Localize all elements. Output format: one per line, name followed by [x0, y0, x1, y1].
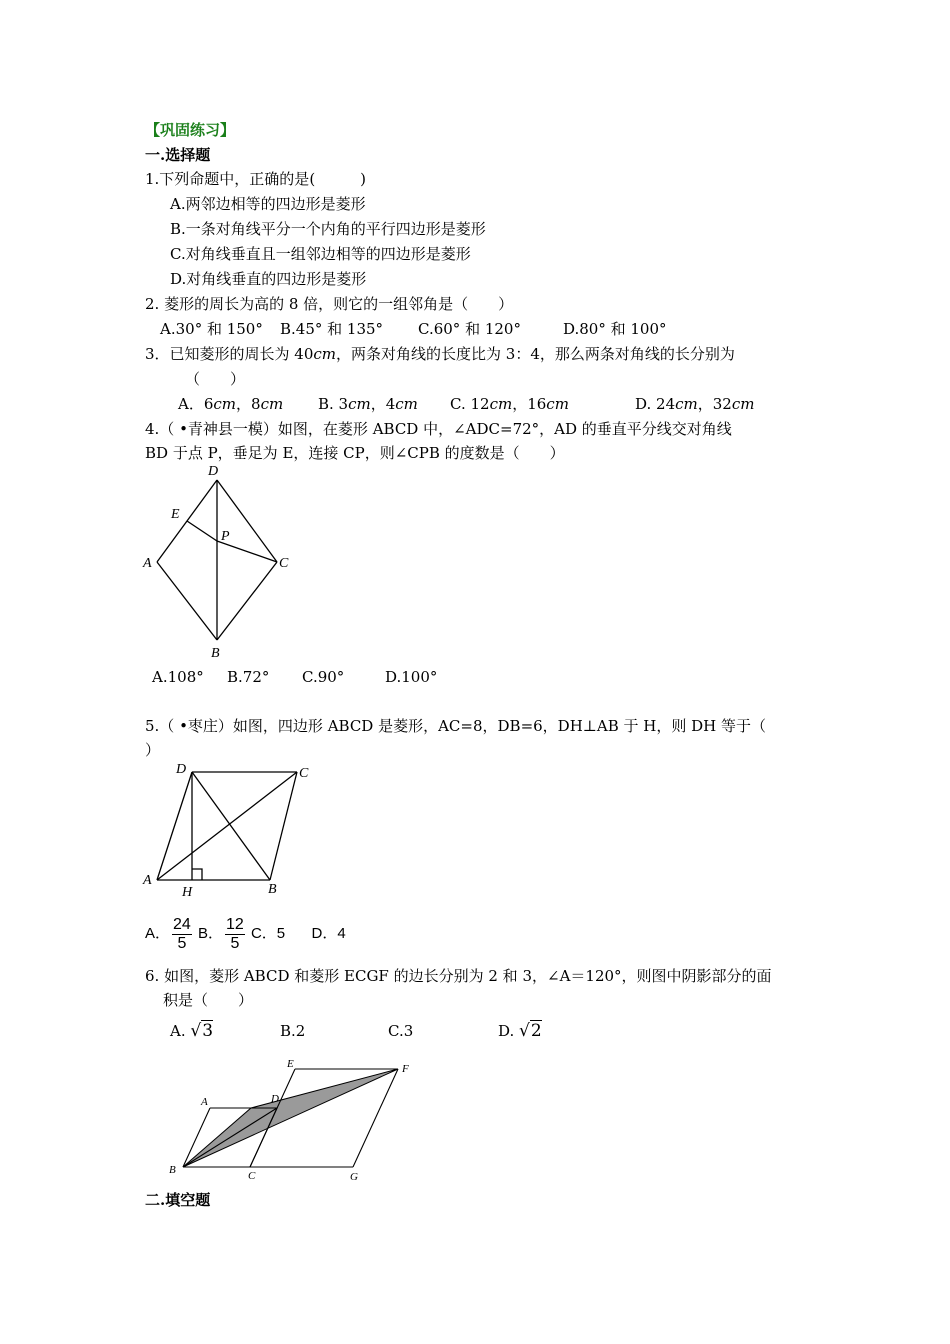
q4-label-e: E	[171, 507, 180, 522]
q1-option-c: C.对角线垂直且一组邻边相等的四边形是菱形	[170, 245, 471, 263]
q2-options	[160, 319, 667, 339]
q1-option-b: B.一条对角线平分一个内角的平行四边形是菱形	[170, 220, 486, 238]
q3-option-b: B. 3cm，4cm	[318, 395, 418, 413]
q3-option-a: A．6cm，8cm	[178, 395, 284, 413]
q3-unit: cm	[313, 345, 337, 363]
q4-line-2: BD 于点 P，垂足为 E，连接 CP，则∠CPB 的度数是（ ）	[145, 444, 565, 462]
q5-option-a: A． $\frac{24}{5}$	[145, 915, 191, 952]
q5-option-d: D．4	[311, 925, 346, 942]
q6-sqrt-d: √2	[519, 1021, 542, 1041]
q4-option-c: C.90°	[302, 668, 345, 686]
q5-option-b: B． $\frac{12}{5}$	[197, 915, 244, 952]
q4-figure	[140, 460, 300, 660]
q1-stem: 1.下列命题中，正确的是( )	[145, 170, 367, 188]
q3-option-c: C. 12cm，16cm	[450, 395, 569, 413]
q2-option-c: C.60° 和 120°	[418, 320, 521, 338]
q6-label-c: C	[248, 1170, 256, 1182]
q5-label-a: A	[143, 873, 152, 888]
q4-line-1: 4.（ •青神县一模）如图，在菱形 ABCD 中，∠ADC=72°，AD 的垂直平分线交对角线	[145, 420, 732, 438]
section-header: 【巩固练习】	[145, 121, 236, 139]
q3-stem-post: ，两条对角线的长度比为 3：4，那么两条对角线的长分别为	[336, 345, 735, 363]
q3-stem	[145, 344, 735, 364]
q5-edge-ad	[157, 772, 192, 880]
q4-option-b: B.72°	[227, 668, 270, 686]
q6-label-g: G	[350, 1171, 358, 1183]
q2-option-a: A.30° 和 150°	[160, 320, 263, 338]
q6-label-d: D	[271, 1093, 279, 1105]
q6-option-d: D. √2	[498, 1021, 542, 1041]
q4-option-d: D.100°	[385, 668, 438, 686]
q2-option-b: B.45° 和 135°	[280, 320, 384, 338]
q6-label-f: F	[402, 1063, 409, 1075]
q4-label-p: P	[221, 529, 230, 544]
q6-line-2: 积是（ ）	[163, 991, 254, 1009]
q6-sqrt-a: √3	[190, 1021, 214, 1041]
q4-line-ep	[187, 521, 217, 541]
fill-section-title: 二.填空题	[145, 1191, 211, 1209]
q5-line-2: ）	[145, 741, 161, 759]
q4-line-pc	[217, 541, 277, 562]
q5-fraction-a: $\frac{24}{5}$	[173, 915, 191, 952]
q4-option-a: A.108°	[152, 668, 204, 686]
q5-options	[145, 914, 346, 954]
q5-fraction-b: $\frac{12}{5}$	[226, 915, 244, 952]
q5-line-1: 5.（ •枣庄）如图，四边形 ABCD 是菱形，AC=8，DB=6，DH⊥AB 于 H，则 DH 等于（	[145, 717, 767, 735]
q5-label-d: D	[176, 762, 187, 777]
q6-option-a: A. √3	[170, 1021, 214, 1041]
q5-label-b: B	[268, 882, 277, 897]
q4-edge-dc	[217, 480, 277, 562]
q5-option-c: C．5	[250, 925, 286, 942]
q3-options	[178, 394, 754, 414]
q6-shaded-region	[183, 1069, 398, 1167]
q5-diagonal-ac	[157, 772, 297, 880]
q5-label-h: H	[182, 885, 193, 900]
q6-line-1: 6. 如图，菱形 ABCD 和菱形 ECGF 的边长分别为 2 和 3，∠A＝120°，则图中阴影部分的面	[145, 967, 772, 985]
q6-label-b: B	[169, 1164, 176, 1176]
q5-edge-cb	[270, 772, 297, 880]
q6-label-a: A	[201, 1096, 208, 1108]
q1-option-a: A.两邻边相等的四边形是菱形	[170, 195, 366, 213]
q4-label-a: A	[143, 556, 152, 571]
q4-label-c: C	[279, 556, 289, 571]
q4-edge-ba	[157, 562, 217, 640]
q5-diagonal-db	[192, 772, 270, 880]
q3-option-d: D. 24cm，32cm	[635, 395, 755, 413]
q2-option-d: D.80° 和 100°	[563, 320, 667, 338]
q5-label-c: C	[299, 766, 309, 781]
q5-figure	[140, 755, 330, 900]
q6-options	[170, 1017, 542, 1045]
q4-edge-cb	[217, 562, 277, 640]
q6-option-c: C.3	[388, 1022, 414, 1040]
q4-label-b: B	[211, 646, 220, 661]
q6-option-b: B.2	[280, 1022, 306, 1040]
q4-options	[152, 667, 437, 687]
q3-paren: （ ）	[185, 370, 246, 388]
q6-figure	[160, 1055, 430, 1190]
q6-label-e: E	[287, 1058, 294, 1070]
choice-section-title: 一.选择题	[145, 146, 211, 164]
q2-stem: 2. 菱形的周长为高的 8 倍，则它的一组邻角是（ ）	[145, 295, 514, 313]
q3-stem-pre: 3．已知菱形的周长为 40	[145, 345, 314, 363]
q5-right-angle-mark	[192, 869, 202, 880]
q4-label-d: D	[208, 464, 219, 479]
q1-option-d: D.对角线垂直的四边形是菱形	[170, 270, 367, 288]
